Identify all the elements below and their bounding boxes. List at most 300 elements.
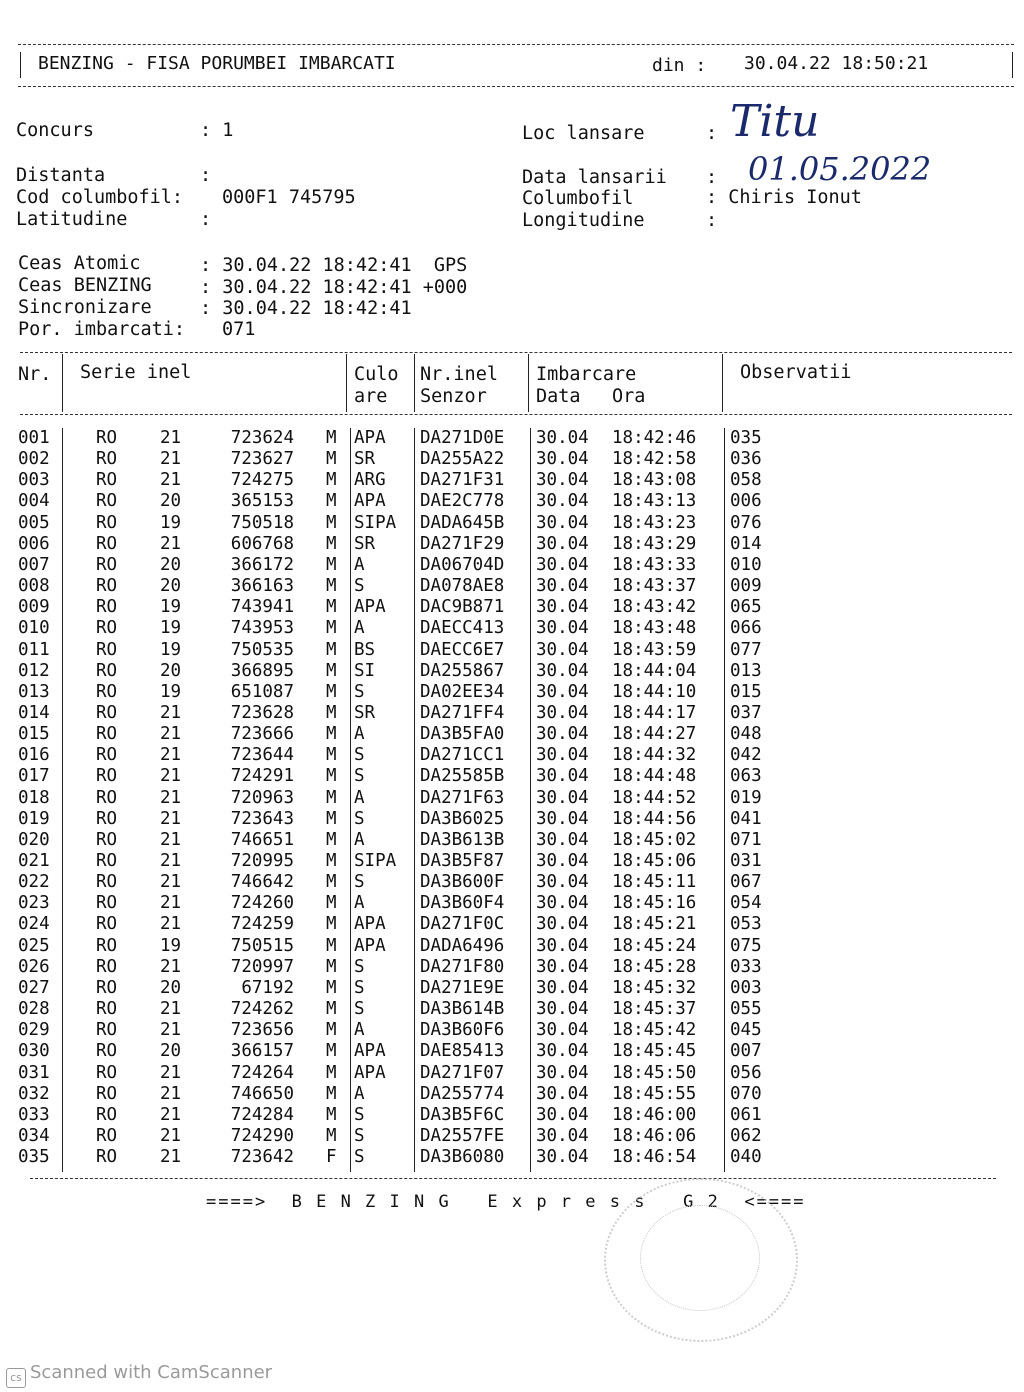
- col-header-nr: Nr.: [18, 364, 52, 385]
- row-sensor-id: DA3B6025: [420, 809, 505, 829]
- loc-lansare-handwritten: Titu: [730, 96, 820, 147]
- row-country: RO: [96, 428, 118, 448]
- row-color: APA: [354, 914, 386, 934]
- latitudine-label: Latitudine: [16, 209, 128, 230]
- row-year: 21: [160, 788, 182, 808]
- row-time: 18:46:00: [612, 1105, 697, 1125]
- row-date: 30.04: [536, 1147, 589, 1167]
- row-sensor-id: DA255774: [420, 1084, 505, 1104]
- row-observatii: 031: [730, 851, 762, 871]
- row-year: 21: [160, 428, 182, 448]
- row-observatii: 065: [730, 597, 762, 617]
- row-ring-number: 720997: [230, 957, 294, 977]
- row-ring-number: 723624: [230, 428, 294, 448]
- col-header-nrinel-2: Senzor: [420, 386, 487, 407]
- row-date: 30.04: [536, 1020, 589, 1040]
- row-time: 18:44:52: [612, 788, 697, 808]
- row-nr: 027: [18, 978, 50, 998]
- row-year: 19: [160, 640, 182, 660]
- row-sensor-id: DA3B5F87: [420, 851, 505, 871]
- row-observatii: 067: [730, 872, 762, 892]
- row-time: 18:45:50: [612, 1063, 697, 1083]
- row-observatii: 070: [730, 1084, 762, 1104]
- row-time: 18:46:54: [612, 1147, 697, 1167]
- row-nr: 032: [18, 1084, 50, 1104]
- row-nr: 001: [18, 428, 50, 448]
- row-ring-number: 746642: [230, 872, 294, 892]
- row-nr: 015: [18, 724, 50, 744]
- row-nr: 023: [18, 893, 50, 913]
- row-nr: 009: [18, 597, 50, 617]
- camscanner-icon: cs: [6, 1368, 26, 1388]
- row-time: 18:44:48: [612, 766, 697, 786]
- row-date: 30.04: [536, 618, 589, 638]
- row-observatii: 015: [730, 682, 762, 702]
- row-ring-number: 724259: [230, 914, 294, 934]
- row-ring-number: 366895: [230, 661, 294, 681]
- row-country: RO: [96, 766, 118, 786]
- row-time: 18:45:24: [612, 936, 697, 956]
- row-sensor-id: DAE85413: [420, 1041, 505, 1061]
- header-din-label: din :: [652, 55, 707, 76]
- row-nr: 030: [18, 1041, 50, 1061]
- row-sex: M: [326, 597, 337, 617]
- data-lansarii-handwritten: 01.05.2022: [748, 150, 932, 188]
- row-date: 30.04: [536, 576, 589, 596]
- row-time: 18:45:45: [612, 1041, 697, 1061]
- row-observatii: 048: [730, 724, 762, 744]
- row-year: 19: [160, 513, 182, 533]
- row-year: 21: [160, 1084, 182, 1104]
- header-left-border: [20, 52, 21, 78]
- col-header-ora: Ora: [612, 386, 646, 407]
- row-time: 18:45:02: [612, 830, 697, 850]
- row-sensor-id: DA255867: [420, 661, 505, 681]
- row-sensor-id: DA271F0C: [420, 914, 505, 934]
- row-ring-number: 724260: [230, 893, 294, 913]
- row-date: 30.04: [536, 978, 589, 998]
- row-time: 18:44:32: [612, 745, 697, 765]
- row-country: RO: [96, 491, 118, 511]
- row-sex: M: [326, 893, 337, 913]
- row-sex: M: [326, 1063, 337, 1083]
- row-ring-number: 366163: [230, 576, 294, 596]
- row-country: RO: [96, 978, 118, 998]
- row-year: 21: [160, 957, 182, 977]
- row-ring-number: 723643: [230, 809, 294, 829]
- row-sex: M: [326, 661, 337, 681]
- row-sensor-id: DA271E9E: [420, 978, 505, 998]
- row-date: 30.04: [536, 999, 589, 1019]
- row-sex: M: [326, 851, 337, 871]
- row-ring-number: 750535: [230, 640, 294, 660]
- loc-lansare-label: Loc lansare: [522, 123, 645, 144]
- row-observatii: 040: [730, 1147, 762, 1167]
- sincronizare-label: Sincronizare: [18, 297, 152, 318]
- row-ring-number: 724291: [230, 766, 294, 786]
- porumbei-imbarcati-label: Por. imbarcati:: [18, 319, 186, 340]
- row-time: 18:43:23: [612, 513, 697, 533]
- row-year: 19: [160, 597, 182, 617]
- header-bottom-rule: [18, 86, 1014, 87]
- row-ring-number: 750518: [230, 513, 294, 533]
- row-ring-number: 724275: [230, 470, 294, 490]
- row-color: S: [354, 1147, 365, 1167]
- row-nr: 005: [18, 513, 50, 533]
- row-sensor-id: DAE2C778: [420, 491, 505, 511]
- row-year: 21: [160, 1105, 182, 1125]
- row-sensor-id: DA271D0E: [420, 428, 505, 448]
- row-color: A: [354, 893, 365, 913]
- header-right-border: [1012, 52, 1013, 78]
- row-color: A: [354, 555, 365, 575]
- row-color: APA: [354, 1041, 386, 1061]
- row-nr: 013: [18, 682, 50, 702]
- row-nr: 010: [18, 618, 50, 638]
- row-ring-number: 366172: [230, 555, 294, 575]
- row-country: RO: [96, 682, 118, 702]
- col-header-nrinel-1: Nr.inel: [420, 364, 498, 385]
- header-datetime: 30.04.22 18:50:21: [744, 53, 929, 74]
- row-color: S: [354, 766, 365, 786]
- row-country: RO: [96, 703, 118, 723]
- row-ring-number: 720963: [230, 788, 294, 808]
- row-observatii: 035: [730, 428, 762, 448]
- row-nr: 002: [18, 449, 50, 469]
- row-observatii: 007: [730, 1041, 762, 1061]
- row-sensor-id: DA271F63: [420, 788, 505, 808]
- row-ring-number: 723656: [230, 1020, 294, 1040]
- row-sensor-id: DADA645B: [420, 513, 505, 533]
- row-nr: 003: [18, 470, 50, 490]
- columbofil-value: : Chiris Ionut: [706, 187, 862, 208]
- row-observatii: 053: [730, 914, 762, 934]
- row-color: S: [354, 978, 365, 998]
- row-country: RO: [96, 470, 118, 490]
- row-nr: 034: [18, 1126, 50, 1146]
- row-date: 30.04: [536, 703, 589, 723]
- row-country: RO: [96, 830, 118, 850]
- col-divider-2: [346, 354, 347, 412]
- row-color: APA: [354, 597, 386, 617]
- row-date: 30.04: [536, 1063, 589, 1083]
- row-year: 21: [160, 745, 182, 765]
- row-color: S: [354, 745, 365, 765]
- row-year: 21: [160, 766, 182, 786]
- row-time: 18:42:58: [612, 449, 697, 469]
- faint-stamp-inner: [640, 1205, 760, 1311]
- document-title: BENZING - FISA PORUMBEI IMBARCATI: [38, 53, 396, 74]
- row-year: 21: [160, 851, 182, 871]
- row-color: S: [354, 1126, 365, 1146]
- cod-columbofil-label: Cod columbofil:: [16, 187, 184, 208]
- row-color: S: [354, 999, 365, 1019]
- row-nr: 033: [18, 1105, 50, 1125]
- row-nr: 017: [18, 766, 50, 786]
- body-divider-5: [724, 428, 725, 1172]
- row-sex: F: [326, 1147, 337, 1167]
- row-sex: M: [326, 957, 337, 977]
- table-header-rule: [20, 414, 1012, 415]
- row-nr: 008: [18, 576, 50, 596]
- row-sensor-id: DA3B60F4: [420, 893, 505, 913]
- row-time: 18:44:17: [612, 703, 697, 723]
- row-nr: 022: [18, 872, 50, 892]
- row-ring-number: 723627: [230, 449, 294, 469]
- row-observatii: 077: [730, 640, 762, 660]
- row-sex: M: [326, 640, 337, 660]
- row-year: 21: [160, 999, 182, 1019]
- row-sex: M: [326, 449, 337, 469]
- row-country: RO: [96, 576, 118, 596]
- row-country: RO: [96, 661, 118, 681]
- row-color: S: [354, 957, 365, 977]
- row-country: RO: [96, 851, 118, 871]
- row-country: RO: [96, 1063, 118, 1083]
- row-ring-number: 365153: [230, 491, 294, 511]
- row-date: 30.04: [536, 470, 589, 490]
- row-observatii: 036: [730, 449, 762, 469]
- row-time: 18:45:42: [612, 1020, 697, 1040]
- row-observatii: 009: [730, 576, 762, 596]
- row-observatii: 019: [730, 788, 762, 808]
- row-observatii: 076: [730, 513, 762, 533]
- row-color: BS: [354, 640, 376, 660]
- sincronizare-value: : 30.04.22 18:42:41: [200, 298, 412, 319]
- row-color: SR: [354, 703, 376, 723]
- row-observatii: 042: [730, 745, 762, 765]
- row-sensor-id: DA06704D: [420, 555, 505, 575]
- row-observatii: 061: [730, 1105, 762, 1125]
- cod-columbofil-value: 000F1 745795: [222, 187, 356, 208]
- row-color: ARG: [354, 470, 386, 490]
- row-sensor-id: DA3B5F6C: [420, 1105, 505, 1125]
- row-sex: M: [326, 1105, 337, 1125]
- distanta-label: Distanta: [16, 165, 106, 186]
- scanner-watermark: [6, 1362, 272, 1388]
- row-ring-number: 743953: [230, 618, 294, 638]
- row-color: SR: [354, 534, 376, 554]
- row-country: RO: [96, 957, 118, 977]
- row-sex: M: [326, 428, 337, 448]
- row-date: 30.04: [536, 893, 589, 913]
- row-observatii: 010: [730, 555, 762, 575]
- row-year: 21: [160, 1126, 182, 1146]
- row-color: APA: [354, 428, 386, 448]
- row-sensor-id: DA271F31: [420, 470, 505, 490]
- row-date: 30.04: [536, 534, 589, 554]
- row-sex: M: [326, 766, 337, 786]
- row-year: 20: [160, 576, 182, 596]
- row-observatii: 041: [730, 809, 762, 829]
- row-ring-number: 651087: [230, 682, 294, 702]
- row-ring-number: 606768: [230, 534, 294, 554]
- ceas-atomic-label: Ceas Atomic: [18, 253, 141, 274]
- row-year: 21: [160, 1147, 182, 1167]
- row-date: 30.04: [536, 936, 589, 956]
- row-sensor-id: DA271F07: [420, 1063, 505, 1083]
- row-date: 30.04: [536, 872, 589, 892]
- col-header-imbarcare: Imbarcare: [536, 364, 637, 385]
- row-observatii: 071: [730, 830, 762, 850]
- row-country: RO: [96, 597, 118, 617]
- row-date: 30.04: [536, 851, 589, 871]
- row-ring-number: 724264: [230, 1063, 294, 1083]
- row-time: 18:44:56: [612, 809, 697, 829]
- row-country: RO: [96, 809, 118, 829]
- row-observatii: 014: [730, 534, 762, 554]
- row-time: 18:43:33: [612, 555, 697, 575]
- row-sensor-id: DA271FF4: [420, 703, 505, 723]
- row-time: 18:44:27: [612, 724, 697, 744]
- row-nr: 029: [18, 1020, 50, 1040]
- row-year: 20: [160, 661, 182, 681]
- row-sex: M: [326, 788, 337, 808]
- body-divider-4: [530, 428, 531, 1172]
- row-sensor-id: DA2557FE: [420, 1126, 505, 1146]
- row-observatii: 054: [730, 893, 762, 913]
- row-nr: 007: [18, 555, 50, 575]
- row-country: RO: [96, 1126, 118, 1146]
- row-country: RO: [96, 1020, 118, 1040]
- row-sensor-id: DA3B6080: [420, 1147, 505, 1167]
- row-sex: M: [326, 978, 337, 998]
- row-country: RO: [96, 914, 118, 934]
- row-sex: M: [326, 830, 337, 850]
- row-color: S: [354, 809, 365, 829]
- row-country: RO: [96, 513, 118, 533]
- row-sex: M: [326, 470, 337, 490]
- row-country: RO: [96, 724, 118, 744]
- row-year: 19: [160, 682, 182, 702]
- row-date: 30.04: [536, 830, 589, 850]
- col-header-data: Data: [536, 386, 581, 407]
- data-lansarii-label: Data lansarii: [522, 167, 667, 188]
- row-color: SR: [354, 449, 376, 469]
- row-observatii: 066: [730, 618, 762, 638]
- row-nr: 014: [18, 703, 50, 723]
- row-year: 21: [160, 534, 182, 554]
- row-sensor-id: DA3B614B: [420, 999, 505, 1019]
- row-ring-number: 750515: [230, 936, 294, 956]
- row-time: 18:45:06: [612, 851, 697, 871]
- row-year: 20: [160, 555, 182, 575]
- row-sensor-id: DA255A22: [420, 449, 505, 469]
- row-color: S: [354, 576, 365, 596]
- row-observatii: 055: [730, 999, 762, 1019]
- row-observatii: 058: [730, 470, 762, 490]
- row-time: 18:45:28: [612, 957, 697, 977]
- row-sex: M: [326, 1041, 337, 1061]
- row-time: 18:43:59: [612, 640, 697, 660]
- row-sensor-id: DA3B600F: [420, 872, 505, 892]
- row-country: RO: [96, 999, 118, 1019]
- row-color: A: [354, 830, 365, 850]
- row-color: APA: [354, 1063, 386, 1083]
- row-sensor-id: DA078AE8: [420, 576, 505, 596]
- longitudine-label: Longitudine: [522, 210, 645, 231]
- row-date: 30.04: [536, 640, 589, 660]
- row-color: A: [354, 618, 365, 638]
- row-year: 21: [160, 830, 182, 850]
- row-color: SIPA: [354, 513, 397, 533]
- row-nr: 004: [18, 491, 50, 511]
- row-country: RO: [96, 936, 118, 956]
- row-ring-number: 746650: [230, 1084, 294, 1104]
- row-nr: 016: [18, 745, 50, 765]
- row-observatii: 006: [730, 491, 762, 511]
- header-top-rule: [18, 44, 1014, 45]
- row-observatii: 037: [730, 703, 762, 723]
- row-year: 21: [160, 1020, 182, 1040]
- row-sensor-id: DA271F29: [420, 534, 505, 554]
- row-date: 30.04: [536, 766, 589, 786]
- row-sensor-id: DADA6496: [420, 936, 505, 956]
- row-country: RO: [96, 618, 118, 638]
- row-sensor-id: DA3B5FA0: [420, 724, 505, 744]
- row-nr: 020: [18, 830, 50, 850]
- row-ring-number: 723644: [230, 745, 294, 765]
- row-year: 20: [160, 491, 182, 511]
- row-nr: 021: [18, 851, 50, 871]
- distanta-sep: :: [200, 165, 212, 186]
- row-nr: 026: [18, 957, 50, 977]
- row-date: 30.04: [536, 428, 589, 448]
- row-year: 19: [160, 618, 182, 638]
- row-sensor-id: DA271CC1: [420, 745, 505, 765]
- row-sensor-id: DA3B613B: [420, 830, 505, 850]
- data-lansarii-sep: :: [706, 167, 718, 188]
- row-country: RO: [96, 788, 118, 808]
- row-time: 18:43:42: [612, 597, 697, 617]
- row-ring-number: 723628: [230, 703, 294, 723]
- row-sex: M: [326, 745, 337, 765]
- row-sex: M: [326, 703, 337, 723]
- row-date: 30.04: [536, 788, 589, 808]
- row-sensor-id: DA3B60F6: [420, 1020, 505, 1040]
- row-year: 20: [160, 1041, 182, 1061]
- row-sex: M: [326, 724, 337, 744]
- row-time: 18:45:32: [612, 978, 697, 998]
- row-ring-number: 723666: [230, 724, 294, 744]
- row-year: 21: [160, 449, 182, 469]
- concurs-value: : 1: [200, 120, 234, 141]
- row-sex: M: [326, 491, 337, 511]
- row-sensor-id: DAECC413: [420, 618, 505, 638]
- col-header-observatii: Observatii: [740, 362, 852, 383]
- row-year: 21: [160, 914, 182, 934]
- row-observatii: 003: [730, 978, 762, 998]
- row-country: RO: [96, 555, 118, 575]
- row-color: S: [354, 872, 365, 892]
- row-date: 30.04: [536, 809, 589, 829]
- row-observatii: 063: [730, 766, 762, 786]
- row-color: A: [354, 1084, 365, 1104]
- row-time: 18:45:37: [612, 999, 697, 1019]
- row-country: RO: [96, 534, 118, 554]
- row-date: 30.04: [536, 597, 589, 617]
- row-year: 20: [160, 978, 182, 998]
- row-color: SIPA: [354, 851, 397, 871]
- row-date: 30.04: [536, 1105, 589, 1125]
- col-header-culoare-1: Culo: [354, 364, 399, 385]
- row-time: 18:45:21: [612, 914, 697, 934]
- row-time: 18:44:10: [612, 682, 697, 702]
- row-sex: M: [326, 809, 337, 829]
- row-sensor-id: DAECC6E7: [420, 640, 505, 660]
- row-time: 18:43:08: [612, 470, 697, 490]
- body-divider-3: [414, 428, 415, 1172]
